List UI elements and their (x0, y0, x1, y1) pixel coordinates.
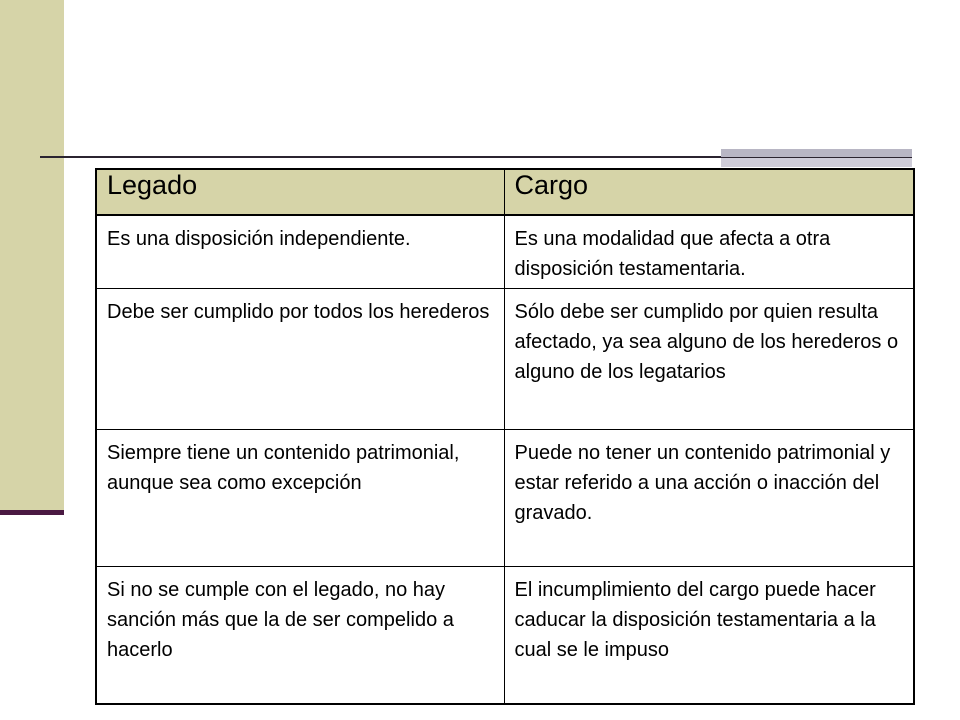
header-cargo: Cargo (504, 169, 914, 215)
cell-legado: Si no se cumple con el legado, no hay sanción más que la de ser compelido a hacerlo (96, 567, 504, 705)
cell-cargo: Puede no tener un contenido patrimonial y estar referido a una acción o inacción del gravado. (504, 430, 914, 567)
side-accent-bar (0, 0, 64, 512)
cell-legado: Es una disposición independiente. (96, 215, 504, 289)
table-row (96, 567, 914, 705)
cell-legado: Debe ser cumplido por todos los herederos (96, 289, 504, 430)
header-legado: Legado (96, 169, 504, 215)
side-accent-underline (0, 510, 64, 515)
cell-cargo: Es una modalidad que afecta a otra disposición testamentaria. (504, 215, 914, 289)
cell-cargo: El incumplimiento del cargo puede hacer caducar la disposición testamentaria a la cual se le impuso (504, 567, 914, 705)
corner-accent-bar-shadow (721, 158, 912, 167)
table-row (96, 289, 914, 430)
corner-accent-bar (721, 149, 912, 157)
table-row (96, 430, 914, 567)
cell-legado: Siempre tiene un contenido patrimonial, aunque sea como excepción (96, 430, 504, 567)
table-row (96, 215, 914, 289)
cell-cargo: Sólo debe ser cumplido por quien resulta afectado, ya sea alguno de los herederos o alguno de los legatarios (504, 289, 914, 430)
table-header-row (96, 169, 914, 215)
comparison-table (95, 168, 915, 705)
